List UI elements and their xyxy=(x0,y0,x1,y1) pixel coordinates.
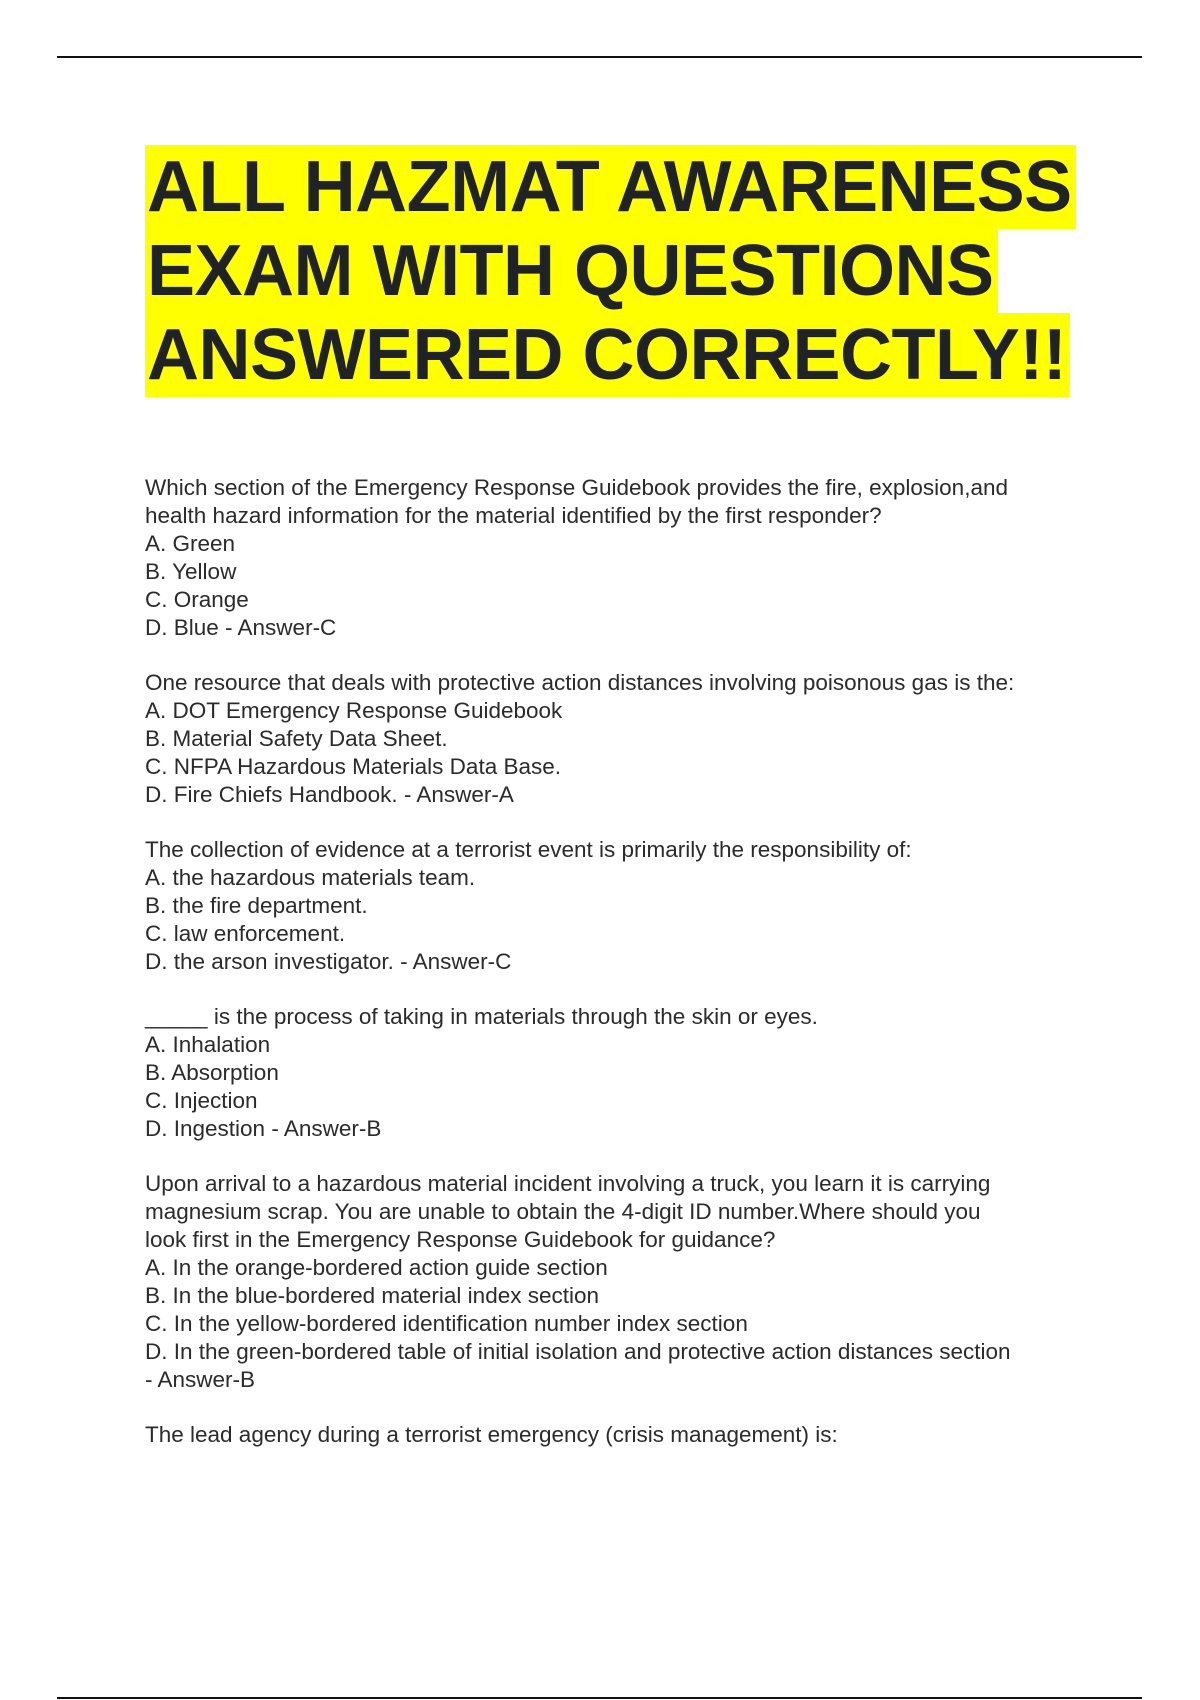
question-item xyxy=(145,1170,1145,1394)
answer-option: C. NFPA Hazardous Materials Data Base. xyxy=(145,754,561,779)
title-line-3: ANSWERED CORRECTLY!! xyxy=(145,313,1070,397)
question-item xyxy=(145,474,1145,642)
answer-option: A. DOT Emergency Response Guidebook xyxy=(145,698,563,723)
question-item xyxy=(145,669,1145,809)
answer-option: D. the arson investigator. - Answer-C xyxy=(145,949,512,974)
answer-option: A. the hazardous materials team. xyxy=(145,865,476,890)
title-line-2: EXAM WITH QUESTIONS xyxy=(145,229,998,313)
question-text-line: One resource that deals with protective action distances involving poisonous gas is the: xyxy=(145,670,1015,695)
answer-option: A. Green xyxy=(145,531,236,556)
answer-option: C. In the yellow-bordered identification number index section xyxy=(145,1311,748,1336)
answer-option: B. Material Safety Data Sheet. xyxy=(145,726,448,751)
title-line-1: ALL HAZMAT AWARENESS xyxy=(145,145,1076,229)
answer-option: C. Orange xyxy=(145,587,249,612)
question-list xyxy=(145,474,1145,1476)
question-item xyxy=(145,1421,1145,1449)
question-item xyxy=(145,836,1145,976)
question-text-line: _____ is the process of taking in materials through the skin or eyes. xyxy=(145,1004,818,1029)
bottom-rule xyxy=(57,1697,1142,1699)
top-rule xyxy=(57,56,1142,58)
question-item xyxy=(145,1003,1145,1143)
answer-option: D. Blue - Answer-C xyxy=(145,615,337,640)
answer-option: D. Fire Chiefs Handbook. - Answer-A xyxy=(145,782,514,807)
answer-option: B. In the blue-bordered material index section xyxy=(145,1283,600,1308)
question-text-line: health hazard information for the material identified by the first responder? xyxy=(145,503,882,528)
answer-option: B. the fire department. xyxy=(145,893,368,918)
answer-option: A. Inhalation xyxy=(145,1032,271,1057)
question-text-line: The lead agency during a terrorist emergency (crisis management) is: xyxy=(145,1422,838,1447)
answer-option: D. Ingestion - Answer-B xyxy=(145,1116,382,1141)
answer-option: A. In the orange-bordered action guide section xyxy=(145,1255,608,1280)
document-title xyxy=(145,145,1145,397)
question-text-line: magnesium scrap. You are unable to obtain the 4-digit ID number.Where should you xyxy=(145,1199,981,1224)
answer-option: C. law enforcement. xyxy=(145,921,346,946)
answer-option: B. Yellow xyxy=(145,559,237,584)
question-text-line: Which section of the Emergency Response Guidebook provides the fire, explosion,and xyxy=(145,475,1008,500)
question-text-line: look first in the Emergency Response Guidebook for guidance? xyxy=(145,1227,776,1252)
question-text-line: The collection of evidence at a terrorist event is primarily the responsibility of: xyxy=(145,837,912,862)
answer-option: - Answer-B xyxy=(145,1367,256,1392)
question-text-line: Upon arrival to a hazardous material incident involving a truck, you learn it is carrying xyxy=(145,1171,991,1196)
answer-option: C. Injection xyxy=(145,1088,258,1113)
answer-option: D. In the green-bordered table of initial isolation and protective action distances section xyxy=(145,1339,1011,1364)
answer-option: B. Absorption xyxy=(145,1060,279,1085)
